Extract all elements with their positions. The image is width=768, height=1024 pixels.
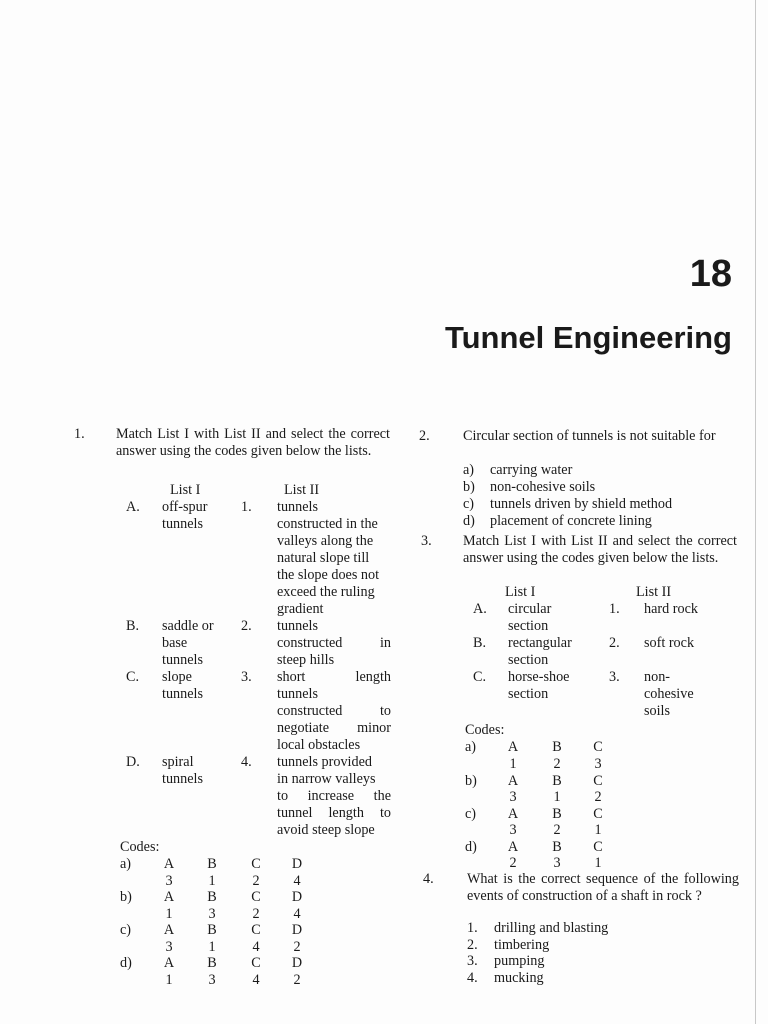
row-num: 2. — [609, 635, 620, 651]
row-letter: A. — [473, 601, 487, 617]
row-desc-line: hard rock — [644, 601, 698, 617]
question-stem: Match List I with List II and select the correct answer using the codes given below the lists. — [463, 533, 737, 566]
code-head: A — [507, 839, 519, 855]
code-value: 4 — [252, 972, 260, 988]
row-desc-line: exceed the ruling — [277, 584, 375, 600]
row-desc-line: cohesive — [644, 686, 694, 702]
code-value: 3 — [165, 939, 173, 955]
option-text: carrying water — [490, 462, 573, 478]
code-head: B — [552, 773, 562, 789]
chapter-number: 18 — [689, 253, 732, 295]
row-letter: B. — [126, 618, 140, 634]
list-1-header: List I — [505, 584, 536, 600]
row-item-line: tunnels — [162, 652, 203, 668]
row-desc-line: constructed in — [277, 635, 391, 651]
code-head: B — [552, 739, 562, 755]
row-desc-line: tunnels — [277, 499, 318, 515]
row-item-line: tunnels — [162, 516, 203, 532]
row-desc-line: short length — [277, 669, 391, 685]
row-item-line: tunnels — [162, 771, 203, 787]
code-head: C — [593, 839, 603, 855]
option-label: c) — [465, 806, 477, 822]
row-num: 4. — [241, 754, 252, 770]
option-text: tunnels driven by shield method — [490, 496, 673, 512]
list-1-header: List I — [170, 482, 201, 498]
code-value: 2 — [594, 789, 602, 805]
option-label: a) — [465, 739, 477, 755]
row-desc-line: soils — [644, 703, 671, 719]
list-2-header: List II — [636, 584, 672, 600]
code-value: 4 — [293, 906, 301, 922]
row-desc-line: tunnel length to — [277, 805, 391, 821]
row-desc-line: natural slope till — [277, 550, 370, 566]
code-head: A — [507, 773, 519, 789]
row-desc-line: soft rock — [644, 635, 695, 651]
row-item-line: circular — [508, 601, 552, 617]
row-letter: C. — [473, 669, 487, 685]
code-head: B — [207, 955, 217, 971]
question-number: 2. — [419, 428, 430, 444]
list-2-header: List II — [284, 482, 320, 498]
code-value: 2 — [252, 906, 260, 922]
row-desc-line: the slope does not — [277, 567, 380, 583]
row-item-line: base — [162, 635, 188, 651]
code-value: 2 — [509, 855, 517, 871]
code-head: C — [593, 806, 603, 822]
row-num: 3. — [609, 669, 620, 685]
row-letter: A. — [126, 499, 140, 515]
row-desc-line: tunnels — [277, 618, 318, 634]
code-head: D — [291, 955, 303, 971]
row-desc-line: negotiate minor — [277, 720, 391, 736]
code-head: B — [207, 856, 217, 872]
sequence-label: 3. — [467, 953, 478, 969]
code-value: 3 — [553, 855, 561, 871]
code-head: A — [163, 889, 175, 905]
code-head: A — [507, 806, 519, 822]
option-label: d) — [120, 955, 132, 971]
code-head: B — [552, 839, 562, 855]
code-value: 1 — [553, 789, 561, 805]
sequence-label: 4. — [467, 970, 478, 986]
sequence-text: timbering — [494, 937, 550, 953]
option-label: d) — [465, 839, 477, 855]
question-number: 4. — [423, 871, 434, 887]
question-stem: Circular section of tunnels is not suitable for — [463, 428, 716, 444]
code-head: C — [251, 955, 261, 971]
code-head: A — [163, 856, 175, 872]
sequence-text: mucking — [494, 970, 544, 986]
option-label: c) — [120, 922, 132, 938]
row-letter: B. — [473, 635, 487, 651]
code-value: 1 — [594, 822, 602, 838]
sequence-text: pumping — [494, 953, 545, 969]
code-head: A — [163, 955, 175, 971]
question-number: 3. — [421, 533, 432, 549]
row-desc-line: to increase the — [277, 788, 391, 804]
row-desc-line: tunnels provided — [277, 754, 372, 770]
code-head: C — [593, 773, 603, 789]
code-value: 1 — [208, 873, 216, 889]
code-value: 1 — [208, 939, 216, 955]
row-num: 3. — [241, 669, 252, 685]
row-letter: D. — [126, 754, 140, 770]
code-value: 1 — [165, 906, 173, 922]
row-item-line: section — [508, 686, 549, 702]
codes-label: Codes: — [120, 839, 160, 855]
code-value: 2 — [553, 822, 561, 838]
row-desc-line: gradient — [277, 601, 324, 617]
codes-label: Codes: — [465, 722, 505, 738]
code-value: 3 — [594, 756, 602, 772]
row-num: 2. — [241, 618, 252, 634]
code-value: 3 — [509, 789, 517, 805]
code-head: B — [552, 806, 562, 822]
code-head: C — [251, 922, 261, 938]
question-number: 1. — [74, 426, 85, 442]
sequence-label: 1. — [467, 920, 478, 936]
row-item-line: saddle or — [162, 618, 214, 634]
row-num: 1. — [609, 601, 620, 617]
row-item-line: off-spur — [162, 499, 208, 515]
code-value: 1 — [509, 756, 517, 772]
row-desc-line: constructed in the — [277, 516, 378, 532]
option-label: c) — [463, 496, 475, 512]
row-desc-line: avoid steep slope — [277, 822, 375, 838]
question-stem: What is the correct sequence of the following events of construction of a shaft in rock ? — [467, 871, 739, 904]
code-head: B — [207, 922, 217, 938]
option-label: b) — [120, 889, 132, 905]
chapter-title: Tunnel Engineering — [444, 320, 732, 355]
row-desc-line: in narrow valleys — [277, 771, 376, 787]
option-text: non-cohesive soils — [490, 479, 596, 495]
code-value: 3 — [509, 822, 517, 838]
row-desc-line: constructed to — [277, 703, 391, 719]
sequence-text: drilling and blasting — [494, 920, 609, 936]
code-head: D — [291, 856, 303, 872]
option-label: b) — [465, 773, 477, 789]
sequence-label: 2. — [467, 937, 478, 953]
code-value: 2 — [293, 972, 301, 988]
code-head: C — [251, 889, 261, 905]
row-letter: C. — [126, 669, 140, 685]
code-value: 4 — [293, 873, 301, 889]
row-num: 1. — [241, 499, 252, 515]
row-item-line: tunnels — [162, 686, 203, 702]
option-text: placement of concrete lining — [490, 513, 652, 529]
row-desc-line: tunnels — [277, 686, 318, 702]
code-value: 2 — [252, 873, 260, 889]
code-head: D — [291, 889, 303, 905]
code-value: 4 — [252, 939, 260, 955]
option-label: a) — [120, 856, 132, 872]
row-desc-line: steep hills — [277, 652, 335, 668]
row-item-line: horse-shoe — [508, 669, 570, 685]
code-head: C — [593, 739, 603, 755]
row-desc-line: valleys along the — [277, 533, 374, 549]
row-item-line: spiral — [162, 754, 194, 770]
row-desc-line: non- — [644, 669, 671, 685]
code-value: 2 — [293, 939, 301, 955]
question-stem: Match List I with List II and select the correct answer using the codes given below the lists. — [116, 426, 390, 459]
code-value: 3 — [208, 972, 216, 988]
code-value: 1 — [165, 972, 173, 988]
code-head: B — [207, 889, 217, 905]
code-head: A — [507, 739, 519, 755]
option-label: b) — [463, 479, 475, 495]
row-item-line: rectangular — [508, 635, 572, 651]
code-value: 3 — [208, 906, 216, 922]
row-item-line: section — [508, 618, 549, 634]
code-value: 1 — [594, 855, 602, 871]
code-value: 3 — [165, 873, 173, 889]
code-head: D — [291, 922, 303, 938]
code-head: A — [163, 922, 175, 938]
row-desc-line: local obstacles — [277, 737, 361, 753]
code-value: 2 — [553, 756, 561, 772]
option-label: d) — [463, 513, 475, 529]
row-item-line: section — [508, 652, 549, 668]
option-label: a) — [463, 462, 475, 478]
code-head: C — [251, 856, 261, 872]
row-item-line: slope — [162, 669, 192, 685]
